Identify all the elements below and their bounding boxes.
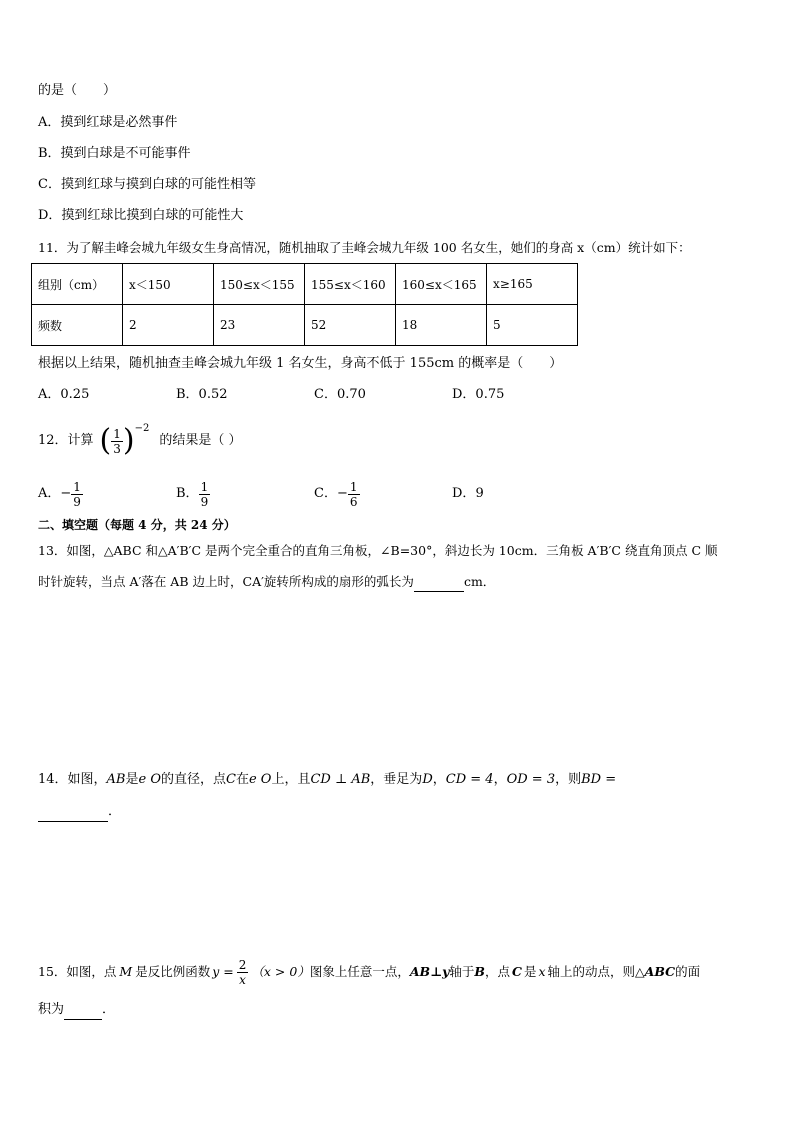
q14-math: e O bbox=[138, 772, 161, 787]
q12-exponent: −2 bbox=[134, 423, 150, 434]
q14-end: ． bbox=[108, 804, 122, 819]
q11-option-a: A．0.25 bbox=[38, 387, 90, 402]
fraction-numerator: 2 bbox=[238, 957, 247, 972]
option-label: B． bbox=[176, 486, 199, 501]
label-c: C bbox=[152, 687, 162, 701]
segment-bprime-aprime bbox=[93, 612, 101, 717]
table-cell: 频数 bbox=[32, 305, 123, 346]
q14-math: OD = 3 bbox=[506, 772, 556, 787]
q12-prefix: 12．计算 bbox=[38, 433, 94, 448]
segment-cb bbox=[131, 853, 151, 888]
q14-text: 14．如图， bbox=[38, 772, 107, 787]
table-cell: 52 bbox=[305, 305, 396, 346]
fraction-numerator: 1 bbox=[73, 479, 81, 494]
q14-math: CD ⊥ AB bbox=[310, 772, 371, 787]
fraction-denominator: x bbox=[239, 972, 246, 987]
q15-text: 轴于 bbox=[449, 964, 475, 979]
q15-text: 是反比例函数 bbox=[135, 964, 211, 979]
q11-option-d: D．0.75 bbox=[452, 387, 505, 402]
q11-option-b: B．0.52 bbox=[176, 387, 228, 402]
q11-stem: 11．为了解圭峰会城九年级女生身高情况，随机抽取了圭峰会城九年级 100 名女生，她们的身高 x（cm）统计如下： bbox=[38, 240, 691, 255]
option-fraction bbox=[71, 480, 83, 509]
q15-math: （x > 0） bbox=[251, 964, 310, 979]
q12-stem bbox=[38, 418, 242, 464]
q10-option-d: D．摸到红球比摸到白球的可能性大 bbox=[38, 208, 244, 223]
q15-math: ABC bbox=[644, 964, 676, 979]
fraction-denominator: 9 bbox=[200, 494, 209, 509]
segment-c-aprime bbox=[93, 691, 150, 717]
q14-text: 的直径，点 bbox=[161, 772, 227, 787]
table-cell: 155≤x＜160 bbox=[305, 264, 396, 305]
angle-mark bbox=[111, 681, 125, 695]
fraction-denominator: 9 bbox=[73, 494, 81, 509]
q11-option-c: C．0.70 bbox=[314, 387, 366, 402]
table-cell: 5 bbox=[487, 305, 578, 346]
table-cell: 2 bbox=[123, 305, 214, 346]
option-label: C． bbox=[314, 486, 337, 501]
table-row bbox=[32, 305, 578, 346]
answer-blank bbox=[414, 573, 464, 592]
table-row bbox=[32, 264, 578, 305]
q14-text: ，垂足为 bbox=[370, 772, 423, 787]
option-label: A． bbox=[38, 486, 61, 501]
q15-line2 bbox=[38, 1001, 115, 1020]
left-paren-symbol: ( bbox=[99, 423, 112, 458]
label-o: O bbox=[98, 893, 109, 908]
q10-stem-tail: 的是（ ） bbox=[38, 83, 117, 98]
fraction-numerator: 1 bbox=[349, 479, 358, 494]
q14-stem bbox=[38, 771, 616, 789]
arc-aprime-a bbox=[93, 717, 150, 745]
q15-math: y = bbox=[212, 964, 234, 979]
label-a: A bbox=[40, 893, 50, 908]
q14-math: D bbox=[422, 772, 433, 787]
answer-blank bbox=[64, 1001, 102, 1020]
q14-text: 上，且 bbox=[271, 772, 311, 787]
q14-math: C bbox=[226, 772, 236, 787]
q12-option-b bbox=[176, 474, 210, 514]
q12-option-a bbox=[38, 474, 83, 514]
q14-math: AB bbox=[106, 772, 126, 787]
q15-text: 15．如图，点 bbox=[38, 964, 117, 979]
table-cell: 23 bbox=[214, 305, 305, 346]
table-cell: 160≤x＜165 bbox=[396, 264, 487, 305]
q13-line2 bbox=[38, 573, 495, 592]
right-paren-symbol: ) bbox=[122, 423, 135, 458]
q15-text: ，点 bbox=[484, 964, 510, 979]
fraction-numerator: 1 bbox=[113, 426, 121, 441]
frequency-table bbox=[31, 263, 578, 346]
segment-b-c bbox=[55, 691, 150, 693]
q13-text: 时针旋转，当点 A′落在 AB 边上时，CA′旋转所构成的扇形的弧长为 bbox=[38, 574, 414, 589]
option-fraction bbox=[348, 480, 360, 509]
label-d: D bbox=[129, 893, 140, 908]
q15-text: 轴上的动点，则△ bbox=[547, 964, 645, 979]
q11-question: 根据以上结果，随机抽查圭峰会城九年级 1 名女生，身高不低于 155cm 的概率是（ ） bbox=[38, 356, 563, 371]
diameter-ab bbox=[59, 888, 151, 892]
q14-text: ， bbox=[493, 772, 507, 787]
section-title: 二、填空题（每题 4 分，共 24 分） bbox=[38, 518, 236, 532]
q14-text: ， bbox=[432, 772, 446, 787]
table-cell: x≥165 bbox=[487, 264, 578, 305]
option-sign: − bbox=[60, 486, 72, 501]
q15-text: 积为 bbox=[38, 1002, 65, 1017]
q13-line1: 13．如图，△ABC 和△A′B′C 是两个完全重合的直角三角板，∠B=30°，斜边长为 10cm．三角板 A′B′C 绕直角顶点 C 顺 bbox=[38, 543, 718, 558]
q15-text: 的面 bbox=[675, 964, 701, 979]
table-cell: 18 bbox=[396, 305, 487, 346]
q13-unit: cm． bbox=[463, 574, 496, 589]
q15-math: x bbox=[538, 964, 546, 979]
fraction-denominator: 6 bbox=[349, 494, 358, 509]
q15-fraction bbox=[237, 958, 249, 987]
q14-text: 是 bbox=[125, 772, 139, 787]
option-sign: − bbox=[336, 486, 348, 501]
q15-math: B bbox=[474, 964, 485, 979]
q10-option-c: C．摸到红球与摸到白球的可能性相等 bbox=[38, 177, 256, 192]
q12-option-d bbox=[452, 485, 484, 503]
option-value: 9 bbox=[475, 486, 484, 501]
fraction-numerator: 1 bbox=[200, 479, 209, 494]
q10-option-a: A．摸到红球是必然事件 bbox=[38, 115, 178, 130]
table-cell: 组别（cm） bbox=[32, 264, 123, 305]
q15-stem bbox=[38, 952, 700, 992]
q14-answer-line bbox=[38, 803, 121, 822]
q15-math: M bbox=[119, 964, 133, 979]
option-label: D． bbox=[452, 486, 476, 501]
label-b: B bbox=[151, 893, 161, 908]
q14-math: BD = bbox=[581, 772, 617, 787]
q14-math: CD = 4 bbox=[445, 772, 494, 787]
table-cell: 150≤x＜155 bbox=[214, 264, 305, 305]
q15-text: 是 bbox=[523, 964, 537, 979]
q15-math: C bbox=[511, 964, 522, 979]
label-b: B bbox=[41, 694, 50, 708]
q12-suffix: 的结果是（ ） bbox=[159, 433, 242, 448]
table-cell: x＜150 bbox=[123, 264, 214, 305]
label-a-prime: A′ bbox=[82, 722, 94, 736]
q14-math: e O bbox=[248, 772, 272, 787]
q15-math: AB⊥y bbox=[409, 964, 450, 979]
q12-option-c bbox=[314, 474, 360, 514]
label-b-prime: B′ bbox=[102, 611, 114, 625]
label-a: A bbox=[150, 742, 159, 756]
label-c: C bbox=[131, 839, 141, 854]
q14-text: ，则 bbox=[555, 772, 582, 787]
angle-mark bbox=[121, 705, 135, 719]
q15-text: 图象上任意一点， bbox=[309, 964, 410, 979]
q12-fraction bbox=[111, 427, 123, 456]
q14-text: 在 bbox=[235, 772, 249, 787]
option-fraction bbox=[199, 480, 211, 509]
q10-option-b: B．摸到白球是不可能事件 bbox=[38, 146, 191, 161]
q15-end: ． bbox=[102, 1002, 116, 1017]
segment-b-a bbox=[55, 693, 150, 745]
answer-blank bbox=[38, 803, 108, 822]
fraction-denominator: 3 bbox=[113, 441, 121, 456]
